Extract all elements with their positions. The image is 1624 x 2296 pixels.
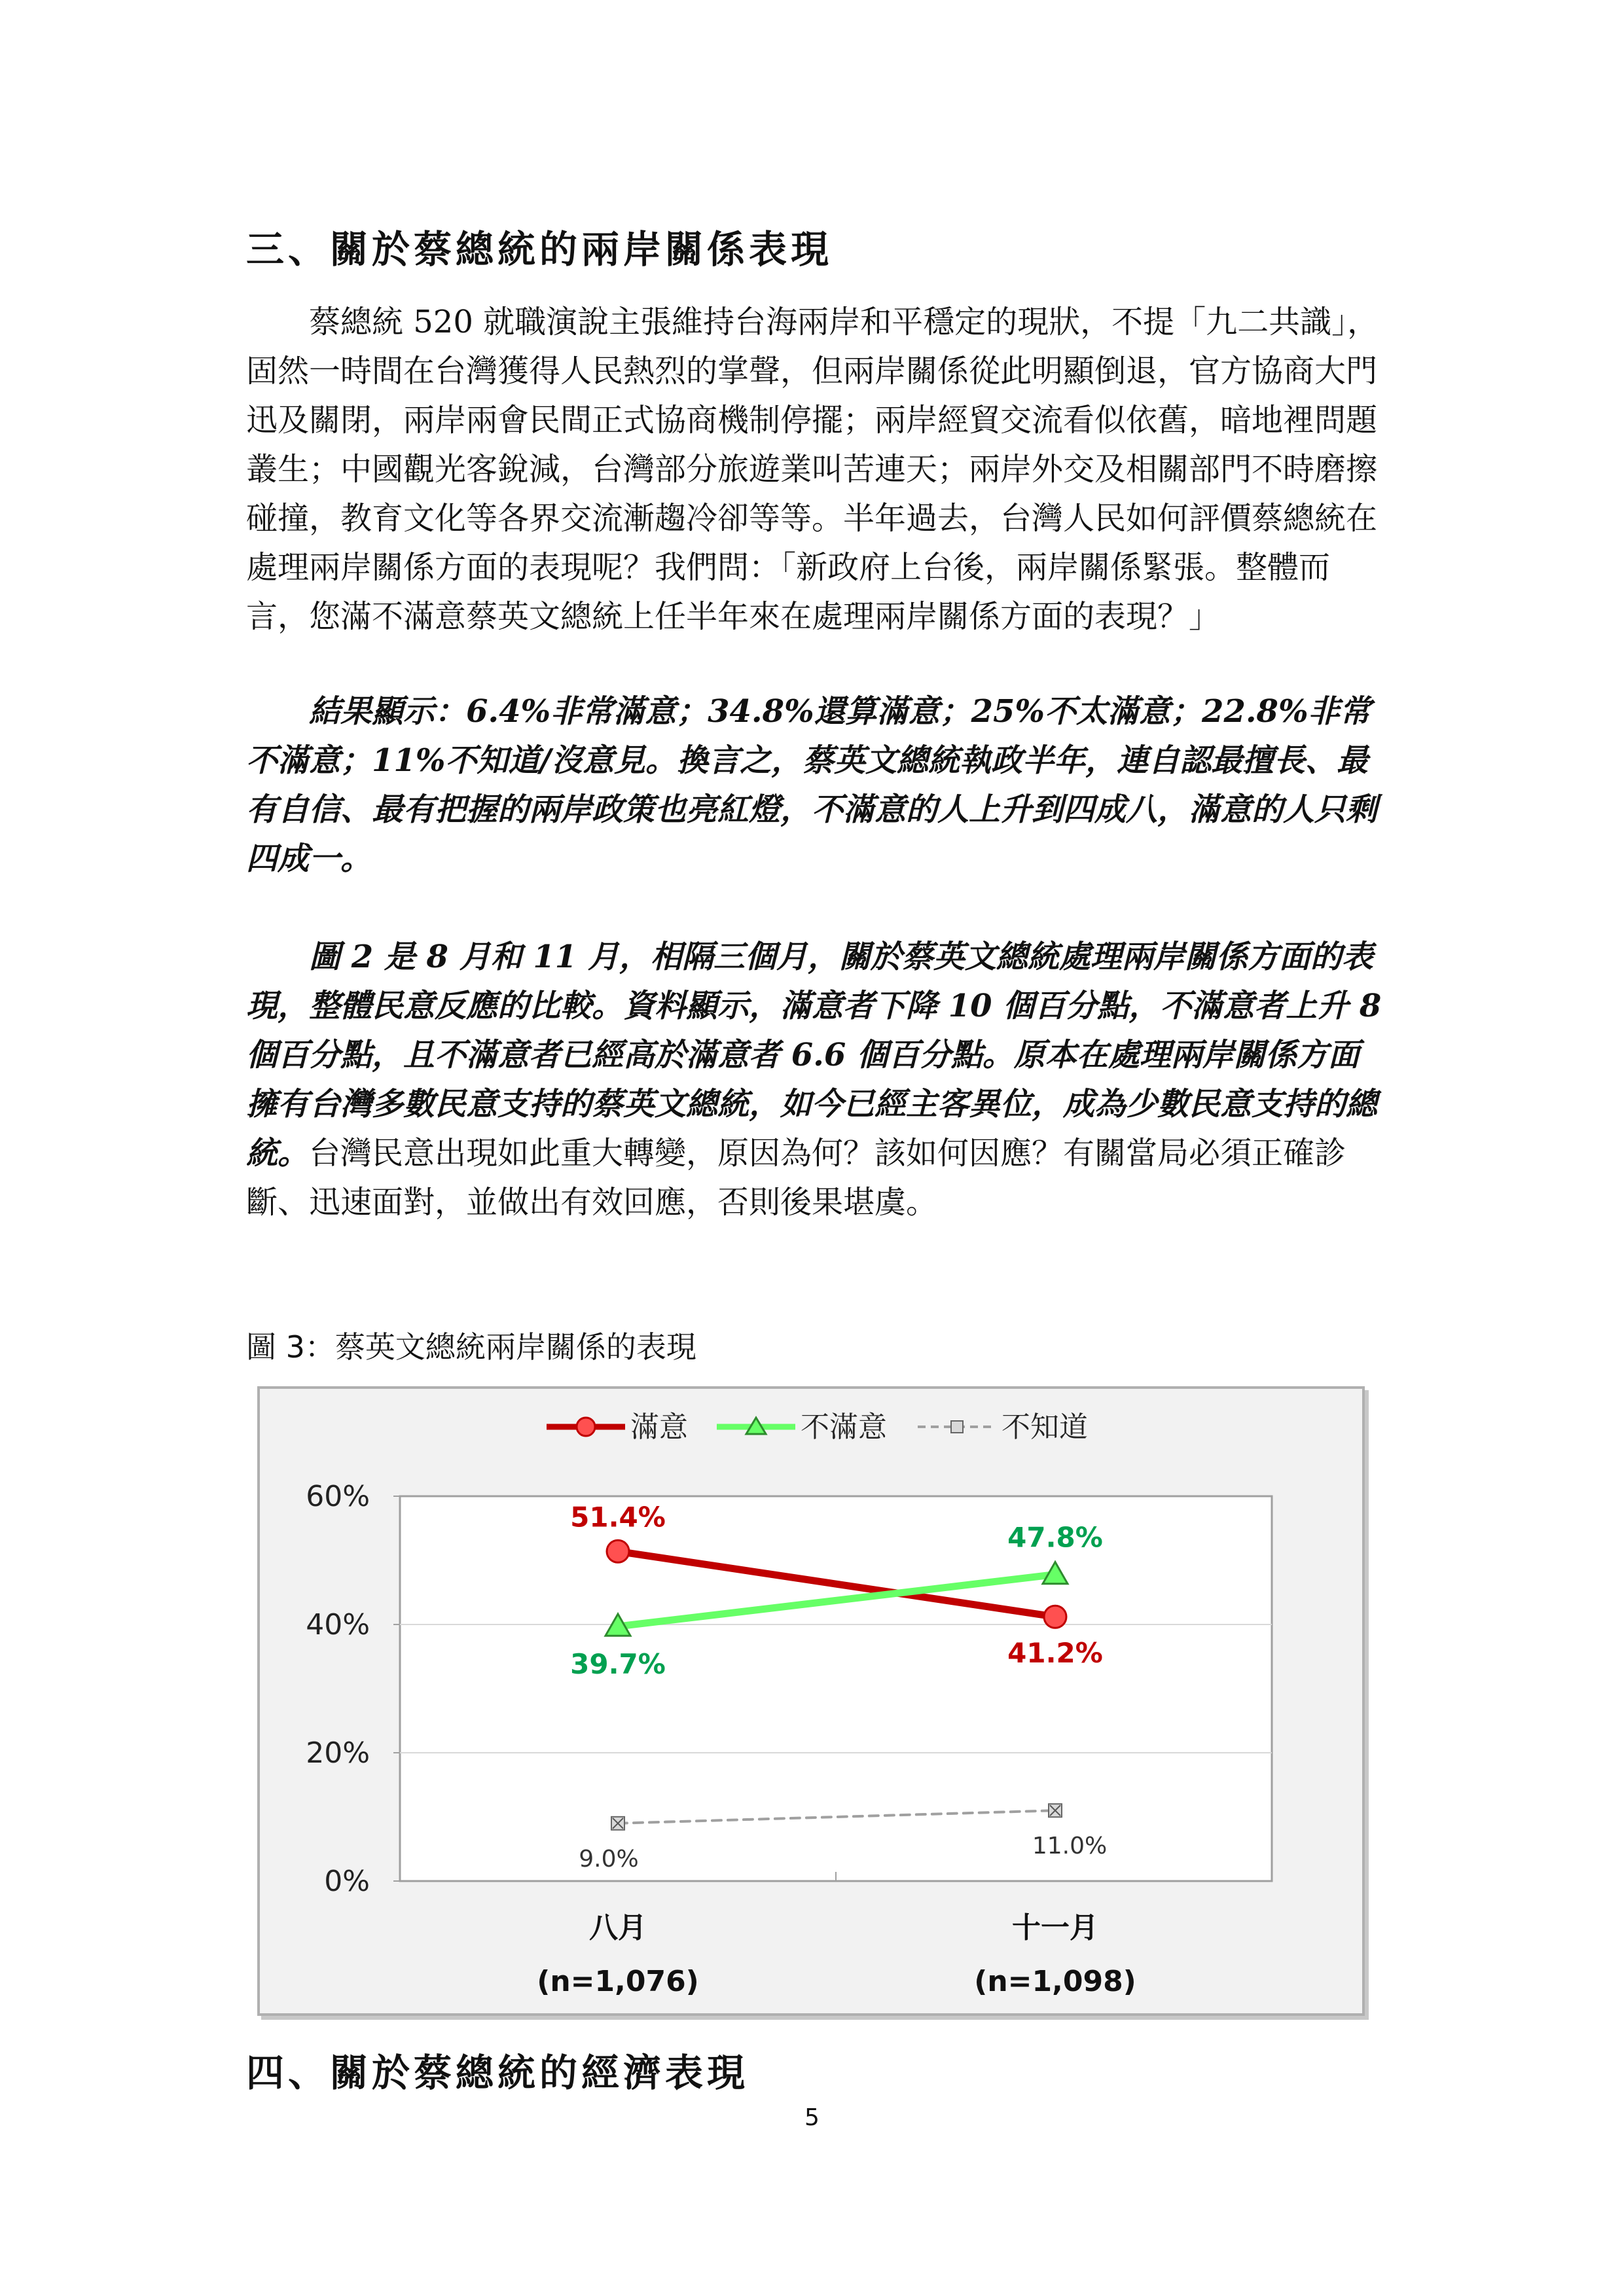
plot-area	[400, 1496, 1272, 1881]
y-tick-label: 0%	[324, 1865, 370, 1898]
data-label: 51.4%	[570, 1501, 666, 1534]
data-label: 47.8%	[1007, 1521, 1103, 1554]
x-tick-label: 十一月	[1012, 1911, 1098, 1945]
y-tick-label: 60%	[306, 1480, 370, 1513]
y-tick-label: 40%	[306, 1608, 370, 1641]
page-number: 5	[804, 2104, 820, 2131]
legend-label: 不知道	[1001, 1410, 1088, 1444]
legend-marker	[577, 1418, 595, 1436]
legend-marker	[951, 1421, 963, 1433]
data-label: 39.7%	[570, 1647, 666, 1680]
paragraph: 蔡總統 520 就職演說主張維持台海兩岸和平穩定的現狀，不提「九二共識」，固然一時間在台灣獲得人民熱烈的掌聲，但兩岸關係從此明顯倒退，官方協商大門迅及關閉，兩岸兩會民間正式協商機制停擺；兩岸經貿交流看似依舊，暗地裡問題叢生；中國觀光客銳減，台灣部分旅遊業叫苦連天；兩岸外交及相關部門不時磨擦碰撞，教育文化等各界交流漸趨冷卻等等。半年過去，台灣人民如何評價蔡總統在處理兩岸關係方面的表現呢？我們問：「新政府上台後，兩岸關係緊張。整體而言，您滿不滿意蔡英文總統上任半年來在處理兩岸關係方面的表現？」	[246, 304, 1379, 635]
section-heading: 三、關於蔡總統的兩岸關係表現	[246, 227, 833, 272]
x-tick-sublabel: (n=1,098)	[974, 1965, 1136, 1998]
line-chart	[257, 1386, 1365, 2016]
legend-label: 不滿意	[801, 1410, 887, 1444]
emphasized-text: 圖 2 是 8 月和 11 月，相隔三個月，關於蔡英文總統處理兩岸關係方面的表現，整體民意反應的比較。資料顯示，滿意者下降 10 個百分點，不滿意者上升 8 個百分點，且不滿意者已經高於滿意者 6.6 個百分點。原本在處理兩岸關係方面擁有台灣多數民意支持的蔡英文總統，如今已經主客異位，成為少數民意支持的總統。	[246, 939, 1382, 1172]
figure-caption: 圖 3：蔡英文總統兩岸關係的表現	[246, 1329, 696, 1365]
data-label: 11.0%	[1032, 1833, 1108, 1860]
data-label: 41.2%	[1007, 1637, 1103, 1670]
chart-canvas	[260, 1389, 1362, 2013]
y-tick-label: 20%	[306, 1736, 370, 1770]
data-point	[607, 1540, 629, 1562]
data-label: 9.0%	[579, 1845, 639, 1873]
data-point	[1044, 1605, 1066, 1628]
legend-label: 滿意	[630, 1410, 688, 1444]
paragraph-text: 台灣民意出現如此重大轉變，原因為何？該如何因應？有關當局必須正確診斷、迅速面對，並做出有效回應，否則後果堪虞。	[246, 1135, 1346, 1221]
section-heading: 四、關於蔡總統的經濟表現	[246, 2051, 749, 2095]
results-paragraph: 結果顯示：6.4%非常滿意；34.8%還算滿意；25%不太滿意；22.8%非常不滿意；11%不知道/沒意見。換言之，蔡英文總統執政半年，連自認最擅長、最有自信、最有把握的兩岸政策也亮紅燈，不滿意的人上升到四成八，滿意的人只剩四成一。	[246, 693, 1378, 877]
x-tick-label: 八月	[589, 1911, 647, 1945]
x-tick-sublabel: (n=1,076)	[537, 1965, 699, 1998]
comparison-paragraph	[246, 933, 1385, 1227]
